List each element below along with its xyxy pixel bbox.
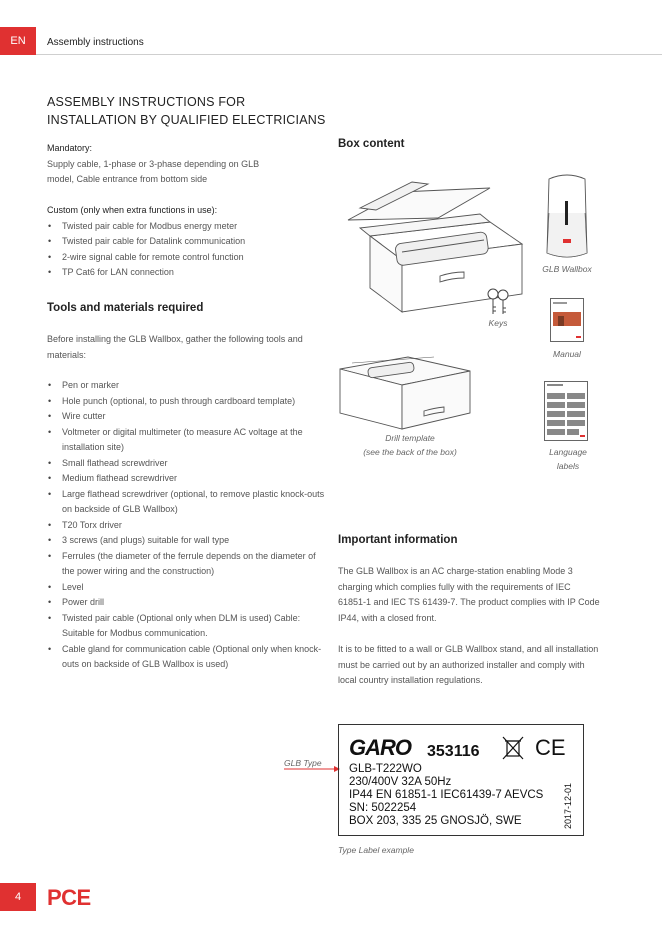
list-item: • Pen or marker — [47, 378, 327, 394]
type-label — [338, 724, 584, 836]
list-item: • Large flathead screwdriver (optional, to remove plastic knock-outs on backside of GLB Wallbox) — [47, 487, 327, 518]
list-item: • Power drill — [47, 595, 327, 611]
important-paragraph-2: It is to be fitted to a wall or GLB Wallbox stand, and all installation must be carried out by an authorized installer and comply with local country installation regulations. — [338, 644, 599, 685]
type-label-line: GLB-T222WO — [349, 763, 422, 775]
list-item: • 3 screws (and plugs) suitable for wall type — [47, 533, 327, 549]
tools-heading: Tools and materials required — [47, 302, 204, 314]
list-item: • Medium flathead screwdriver — [47, 471, 327, 487]
list-item: • 2-wire signal cable for remote control function — [47, 250, 327, 266]
language-labels-caption-line2: labels — [556, 461, 580, 471]
box-content-heading: Box content — [338, 138, 405, 150]
list-item: • Twisted pair cable for Modbus energy meter — [47, 219, 327, 235]
page-number: 4 — [0, 883, 36, 911]
list-item: • Wire cutter — [47, 409, 327, 425]
wallbox-caption: GLB Wallbox — [542, 264, 592, 274]
keys-icon — [484, 287, 512, 317]
drill-template-caption — [350, 431, 470, 459]
header-divider — [36, 54, 662, 55]
important-heading: Important information — [338, 534, 458, 546]
drill-template-caption-line2: (see the back of the box) — [363, 447, 457, 457]
custom-list — [47, 219, 327, 281]
pce-logo: PCE — [47, 885, 91, 910]
custom-section — [47, 203, 327, 281]
type-label-number: 353116 — [427, 743, 480, 760]
list-item: • TP Cat6 for LAN connection — [47, 265, 327, 281]
language-labels-caption-line1: Language — [549, 447, 587, 457]
language-tab: EN — [0, 27, 36, 55]
list-item: • Level — [47, 580, 327, 596]
garo-logo: GARO — [349, 735, 411, 760]
page-title: ASSEMBLY INSTRUCTIONS FOR INSTALLATION BY QUALIFIED ELECTRICIANS — [47, 95, 326, 127]
pointer-arrow — [284, 766, 340, 772]
list-item: • Hole punch (optional, to push through cardboard template) — [47, 394, 327, 410]
language-labels-caption — [538, 445, 598, 473]
type-label-caption: Type Label example — [338, 845, 414, 855]
type-label-date: 2017-12-01 — [563, 782, 573, 829]
keys-caption: Keys — [488, 318, 508, 328]
custom-label: Custom (only when extra functions in use): — [47, 205, 218, 215]
type-label-line: IP44 EN 61851-1 IEC61439-7 AEVCS — [349, 789, 544, 801]
mandatory-text: Supply cable, 1-phase or 3-phase depending on GLB model, Cable entrance from bottom side — [47, 158, 260, 184]
weee-bin-icon — [501, 735, 525, 761]
list-item: • Small flathead screwdriver — [47, 456, 327, 472]
language-labels-icon — [544, 381, 588, 441]
manual-caption: Manual — [553, 349, 581, 359]
list-item: • Ferrules (the diameter of the ferrule depends on the diameter of the power wiring and the construction) — [47, 549, 327, 580]
type-label-line: 230/400V 32A 50Hz — [349, 776, 452, 788]
mandatory-section — [47, 141, 327, 188]
mandatory-label: Mandatory: — [47, 143, 93, 153]
list-item: • Twisted pair cable (Optional only when DLM is used) Cable: Suitable for Modbus communication. — [47, 611, 327, 642]
tools-list — [47, 378, 327, 673]
drill-template-illustration — [338, 355, 474, 433]
list-item: • Voltmeter or digital multimeter (to measure AC voltage at the installation site) — [47, 425, 327, 456]
ce-mark-icon: CE — [535, 735, 566, 760]
tools-intro: Before installing the GLB Wallbox, gather the following tools and materials: — [47, 334, 303, 360]
list-item: • Twisted pair cable for Datalink communication — [47, 234, 327, 250]
type-label-line: SN: 5022254 — [349, 802, 417, 814]
important-paragraph-1: The GLB Wallbox is an AC charge-station enabling Mode 3 charging which complies fully with the requirements of IEC 61851-1 and IEC TS 61439-7. The product complies with IP Code IP44, with a closed front. — [338, 566, 600, 623]
header-title: Assembly instructions — [47, 37, 144, 48]
type-label-line: BOX 203, 335 25 GNOSJÖ, SWE — [349, 815, 522, 827]
manual-icon — [550, 298, 584, 342]
list-item: • Cable gland for communication cable (Optional only when knock-outs on backside of GLB Wallbox is used) — [47, 642, 327, 673]
type-pointer-label: GLB Type — [284, 758, 322, 768]
drill-template-caption-line1: Drill template — [385, 433, 435, 443]
list-item: • T20 Torx driver — [47, 518, 327, 534]
wallbox-illustration — [541, 173, 593, 261]
